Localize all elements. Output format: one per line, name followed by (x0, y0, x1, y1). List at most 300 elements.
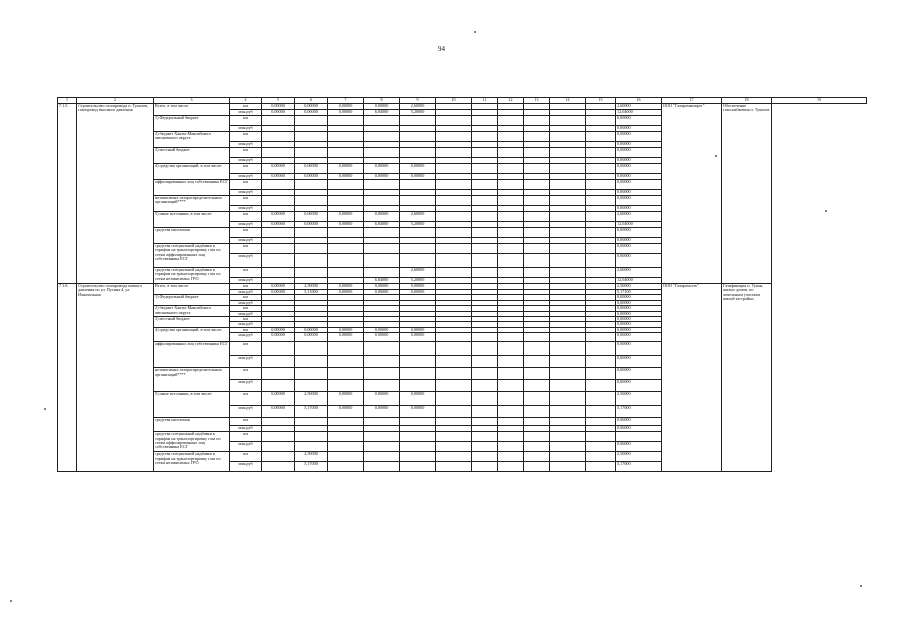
total-cell: 0,00000 (616, 418, 662, 426)
value-cell: 0,00000 (262, 222, 295, 228)
value-cell: 5,20000 (400, 222, 436, 228)
value-cell (262, 148, 295, 158)
empty-cell (498, 268, 524, 278)
funding-source: 3) местный бюджет (154, 148, 230, 164)
unit: км (230, 104, 262, 110)
value-cell (400, 462, 436, 472)
scan-speck (10, 600, 12, 602)
empty-cell (550, 452, 586, 462)
empty-cell (524, 406, 550, 418)
unit: км (230, 306, 262, 311)
empty-cell (586, 333, 616, 342)
empty-cell (550, 380, 586, 392)
total-cell: 2,50000 (616, 284, 662, 290)
value-cell: 0,00000 (328, 290, 364, 295)
total-cell: 0,00000 (616, 254, 662, 268)
total-cell: 5,17000 (616, 406, 662, 418)
empty-cell (436, 164, 472, 174)
value-cell (295, 442, 328, 452)
empty-cell (436, 244, 472, 254)
empty-cell (436, 254, 472, 268)
value-cell (328, 244, 364, 254)
column-number: 16 (616, 98, 662, 104)
total-cell: 0,00000 (616, 180, 662, 190)
unit: км (230, 196, 262, 206)
empty-cell (586, 452, 616, 462)
value-cell (262, 368, 295, 380)
empty-cell (498, 356, 524, 368)
empty-cell (550, 116, 586, 126)
empty-cell (586, 132, 616, 142)
empty-cell (550, 164, 586, 174)
unit: км (230, 180, 262, 190)
total-cell: 0,00000 (616, 196, 662, 206)
unit: млн.руб (230, 300, 262, 305)
value-cell (262, 356, 295, 368)
empty-cell (524, 452, 550, 462)
empty-cell (550, 244, 586, 254)
unit: млн.руб (230, 110, 262, 116)
unit: км (230, 342, 262, 356)
value-cell (364, 452, 400, 462)
total-cell: 0,00000 (616, 244, 662, 254)
executor: ООО "Газпроммежрег" (662, 104, 722, 284)
unit: км (230, 432, 262, 442)
empty-cell (550, 406, 586, 418)
empty-cell (472, 380, 498, 392)
funding-source: средства специальной надбавки к тарифам на транспортировку газа по сетям независимых ГРО (154, 452, 230, 472)
unit: млн.руб (230, 311, 262, 316)
funding-source: независимых газораспределительных организаций**** (154, 368, 230, 392)
unit: млн.руб (230, 333, 262, 342)
value-cell: 0,00000 (295, 164, 328, 174)
value-cell (295, 254, 328, 268)
value-cell (328, 442, 364, 452)
value-cell (400, 228, 436, 238)
funding-source: средства населения (154, 228, 230, 244)
empty-cell (586, 418, 616, 426)
total-cell: 0,00000 (616, 116, 662, 126)
empty-cell (586, 116, 616, 126)
empty-cell (550, 368, 586, 380)
total-cell: 0,00000 (616, 164, 662, 174)
value-cell (328, 180, 364, 190)
value-cell: 2,60000 (400, 268, 436, 278)
value-cell (262, 244, 295, 254)
value-cell (400, 244, 436, 254)
empty-cell (472, 268, 498, 278)
value-cell: 0,00000 (328, 327, 364, 332)
unit: км (230, 295, 262, 300)
empty-cell (524, 180, 550, 190)
total-cell: 12,04000 (616, 222, 662, 228)
value-cell (364, 268, 400, 278)
empty-cell (436, 418, 472, 426)
empty-cell (436, 212, 472, 222)
value-cell (262, 196, 295, 206)
value-cell: 0,00000 (364, 290, 400, 295)
value-cell: 0,00000 (328, 284, 364, 290)
value-cell (400, 132, 436, 142)
empty-cell (524, 418, 550, 426)
executor: ООО "Газпромсеть" (662, 284, 722, 472)
value-cell (295, 228, 328, 238)
empty-cell (550, 132, 586, 142)
column-number: 17 (662, 98, 722, 104)
value-cell (262, 342, 295, 356)
value-cell (262, 132, 295, 142)
funding-source: средства специальной надбавки к тарифам на транспортировку газа по сетям аффилированных лиц собственника ЕСГ (154, 244, 230, 268)
unit: млн.руб (230, 238, 262, 244)
value-cell: 0,00000 (328, 174, 364, 180)
funding-source: 4) средства организаций, в том числе: (154, 164, 230, 180)
value-cell: 0,00000 (328, 392, 364, 406)
total-cell: 0,00000 (616, 368, 662, 380)
value-cell (400, 116, 436, 126)
empty-cell (472, 406, 498, 418)
empty-cell (524, 132, 550, 142)
empty-cell (498, 380, 524, 392)
column-number: 9 (400, 98, 436, 104)
unit: млн.руб (230, 442, 262, 452)
unit: млн.руб (230, 322, 262, 327)
empty-cell (472, 196, 498, 206)
total-cell: 0,00000 (616, 132, 662, 142)
funding-source: Всего, в том числе: (154, 284, 230, 295)
value-cell: 0,00000 (364, 392, 400, 406)
unit: млн.руб (230, 406, 262, 418)
empty-cell (524, 368, 550, 380)
empty-cell (550, 462, 586, 472)
empty-cell (472, 116, 498, 126)
total-cell: 2,60000 (616, 268, 662, 278)
unit: км (230, 418, 262, 426)
empty-cell (586, 442, 616, 452)
unit: км (230, 317, 262, 322)
value-cell: 0,00000 (262, 104, 295, 110)
total-cell: 2,60000 (616, 104, 662, 110)
value-cell: 5,20000 (400, 278, 436, 284)
value-cell (400, 180, 436, 190)
value-cell: 5,11000 (295, 290, 328, 295)
value-cell: 6,84000 (364, 222, 400, 228)
empty-cell (498, 392, 524, 406)
value-cell (328, 132, 364, 142)
goal: Газификация п. Тукан, жилых домов, по земельным участкам жилой застройки (722, 284, 772, 472)
value-cell (328, 342, 364, 356)
value-cell (295, 368, 328, 380)
value-cell: 5,20000 (400, 110, 436, 116)
total-cell: 0,00000 (616, 190, 662, 196)
empty-cell (586, 406, 616, 418)
item-name: Строительство газопровода п. Тукалов, газопровод высокого давления (77, 104, 154, 284)
value-cell (364, 462, 400, 472)
unit: км (230, 148, 262, 158)
unit: млн.руб (230, 142, 262, 148)
empty-cell (436, 406, 472, 418)
funding-source: 5) иные источники, в том числе: (154, 212, 230, 228)
column-number: 13 (524, 98, 550, 104)
value-cell: 0,00000 (262, 333, 295, 342)
item-code: 7.1.6. (58, 284, 77, 472)
total-cell: 0,00000 (616, 126, 662, 132)
value-cell (328, 418, 364, 426)
empty-cell (436, 268, 472, 278)
unit: млн.руб (230, 222, 262, 228)
unit: км (230, 164, 262, 174)
empty-cell (586, 268, 616, 278)
empty-cell (586, 180, 616, 190)
empty-cell (524, 432, 550, 442)
value-cell (262, 228, 295, 238)
value-cell (328, 148, 364, 158)
empty-cell (472, 244, 498, 254)
empty-cell (498, 196, 524, 206)
value-cell: 0,00000 (364, 327, 400, 332)
total-cell: 2,50000 (616, 452, 662, 462)
empty-cell (498, 368, 524, 380)
value-cell (364, 356, 400, 368)
item-name: Строительство газопровода низкого давления по ул. Путина 4, ул. Изначальная (77, 284, 154, 472)
value-cell: 0,00000 (262, 392, 295, 406)
unit: млн.руб (230, 290, 262, 295)
value-cell (328, 228, 364, 238)
column-number: 18 (722, 98, 772, 104)
value-cell: 0,00000 (262, 212, 295, 222)
total-cell: 0,00000 (616, 228, 662, 238)
value-cell (295, 342, 328, 356)
value-cell (364, 368, 400, 380)
empty-cell (586, 196, 616, 206)
investment-program-table (57, 97, 867, 472)
column-number: 8 (364, 98, 400, 104)
column-number: 3 (154, 98, 230, 104)
unit: км (230, 284, 262, 290)
empty-cell (550, 180, 586, 190)
empty-cell (436, 148, 472, 158)
value-cell: 0,00000 (400, 164, 436, 174)
total-cell: 0,00000 (616, 333, 662, 342)
empty-cell (586, 244, 616, 254)
empty-cell (436, 333, 472, 342)
unit: км (230, 116, 262, 126)
empty-cell (550, 342, 586, 356)
value-cell (262, 180, 295, 190)
column-number: 7 (328, 98, 364, 104)
value-cell: 0,00000 (295, 104, 328, 110)
empty-cell (472, 333, 498, 342)
value-cell (364, 148, 400, 158)
unit: млн.руб (230, 126, 262, 132)
value-cell (364, 442, 400, 452)
total-cell: 0,00000 (616, 322, 662, 327)
value-cell (364, 180, 400, 190)
value-cell (400, 418, 436, 426)
empty-cell (436, 452, 472, 462)
unit: км (230, 452, 262, 462)
value-cell (364, 244, 400, 254)
value-cell: 2,60000 (400, 104, 436, 110)
value-cell (364, 228, 400, 238)
empty-cell (498, 132, 524, 142)
empty-cell (436, 380, 472, 392)
empty-cell (436, 442, 472, 452)
goal: Обеспечение газоснабжения п. Тукалов (722, 104, 772, 284)
total-cell: 0,00000 (616, 317, 662, 322)
value-cell (400, 452, 436, 462)
value-cell: 6,84000 (364, 278, 400, 284)
column-number: 19 (772, 98, 867, 104)
value-cell (328, 254, 364, 268)
empty-cell (472, 432, 498, 442)
unit: млн.руб (230, 462, 262, 472)
empty-cell (436, 368, 472, 380)
empty-cell (436, 432, 472, 442)
value-cell: 0,00000 (400, 284, 436, 290)
value-cell: 0,00000 (262, 110, 295, 116)
funding-source: 2) бюджет Ханты-Мансийского автономного округа (154, 306, 230, 317)
column-number: 5 (262, 98, 295, 104)
total-cell: 0,00000 (616, 300, 662, 305)
funding-source: 5) иные источники, в том числе: (154, 392, 230, 418)
value-cell (262, 116, 295, 126)
empty-cell (436, 116, 472, 126)
value-cell (328, 462, 364, 472)
unit: млн.руб (230, 174, 262, 180)
column-number: 11 (472, 98, 498, 104)
value-cell: 2,50000 (295, 452, 328, 462)
empty-cell (472, 392, 498, 406)
column-number: 6 (295, 98, 328, 104)
value-cell (262, 452, 295, 462)
value-cell (295, 244, 328, 254)
empty-cell (498, 148, 524, 158)
scan-speck (44, 408, 46, 410)
total-cell: 5,17100 (616, 290, 662, 295)
funding-source: 3) местный бюджет (154, 317, 230, 328)
empty-cell (524, 116, 550, 126)
value-cell (328, 268, 364, 278)
total-cell: 2,60000 (616, 212, 662, 222)
funding-source: 2) бюджет Ханты-Мансийского автономного округа (154, 132, 230, 148)
unit: млн.руб (230, 254, 262, 268)
empty-cell (524, 333, 550, 342)
value-cell (328, 368, 364, 380)
total-cell: 0,00000 (616, 174, 662, 180)
funding-source: аффилированных лиц собственника ЕСГ (154, 342, 230, 368)
empty-cell (498, 180, 524, 190)
empty-cell (524, 244, 550, 254)
value-cell: 0,00000 (364, 406, 400, 418)
value-cell: 0,00000 (364, 164, 400, 174)
empty-cell (472, 228, 498, 238)
empty-cell (436, 228, 472, 238)
empty-cell (498, 244, 524, 254)
funding-source: средства специальной надбавки к тарифам на транспортировку газа по сетям аффилированных лиц собственника ЕСГ (154, 432, 230, 452)
value-cell (364, 132, 400, 142)
value-cell (295, 132, 328, 142)
empty-cell (524, 268, 550, 278)
funding-source: 1) Федеральный бюджет (154, 116, 230, 132)
unit: км (230, 228, 262, 238)
empty-cell (550, 228, 586, 238)
empty-cell (498, 418, 524, 426)
value-cell (262, 442, 295, 452)
value-cell: 0,00000 (328, 164, 364, 174)
empty-cell (550, 432, 586, 442)
empty-cell (550, 356, 586, 368)
empty-cell (472, 452, 498, 462)
value-cell (328, 356, 364, 368)
empty-cell (550, 254, 586, 268)
empty-cell (524, 380, 550, 392)
value-cell (328, 380, 364, 392)
unit: млн.руб (230, 206, 262, 212)
scan-speck (474, 31, 476, 33)
column-number: 4 (230, 98, 262, 104)
empty-cell (550, 268, 586, 278)
total-cell: 0,00000 (616, 142, 662, 148)
value-cell (328, 452, 364, 462)
unit: км (230, 368, 262, 380)
empty-cell (498, 442, 524, 452)
empty-cell (550, 212, 586, 222)
value-cell: 0,00000 (295, 110, 328, 116)
empty-cell (524, 148, 550, 158)
value-cell: 0,00000 (328, 212, 364, 222)
value-cell (262, 462, 295, 472)
value-cell: 0,00000 (364, 284, 400, 290)
empty-cell (436, 356, 472, 368)
value-cell: 0,00000 (262, 406, 295, 418)
value-cell (400, 342, 436, 356)
funding-source: Всего, в том числе: (154, 104, 230, 116)
unit: млн.руб (230, 426, 262, 432)
value-cell (364, 116, 400, 126)
column-number: 15 (586, 98, 616, 104)
empty-cell (436, 342, 472, 356)
empty-cell (436, 392, 472, 406)
empty-cell (498, 333, 524, 342)
unit: км (230, 212, 262, 222)
unit: км (230, 244, 262, 254)
value-cell (328, 116, 364, 126)
total-cell: 0,00000 (616, 426, 662, 432)
empty-cell (586, 432, 616, 442)
total-cell: 0,00000 (616, 206, 662, 212)
value-cell: 2,50000 (295, 284, 328, 290)
value-cell (400, 380, 436, 392)
value-cell: 6,84000 (364, 110, 400, 116)
value-cell: 2,60000 (400, 212, 436, 222)
value-cell (400, 196, 436, 206)
total-cell: 0,00000 (616, 380, 662, 392)
total-cell: 0,00000 (616, 295, 662, 300)
empty-cell (550, 442, 586, 452)
value-cell (400, 356, 436, 368)
empty-cell (586, 368, 616, 380)
empty-cell (586, 356, 616, 368)
value-cell: 0,00000 (400, 327, 436, 332)
empty-cell (498, 164, 524, 174)
empty-cell (524, 196, 550, 206)
total-cell: 2,50000 (616, 392, 662, 406)
total-cell: 0,00000 (616, 356, 662, 368)
column-number: 2 (77, 98, 154, 104)
value-cell: 0,00000 (400, 174, 436, 180)
empty-cell (524, 462, 550, 472)
value-cell (400, 254, 436, 268)
